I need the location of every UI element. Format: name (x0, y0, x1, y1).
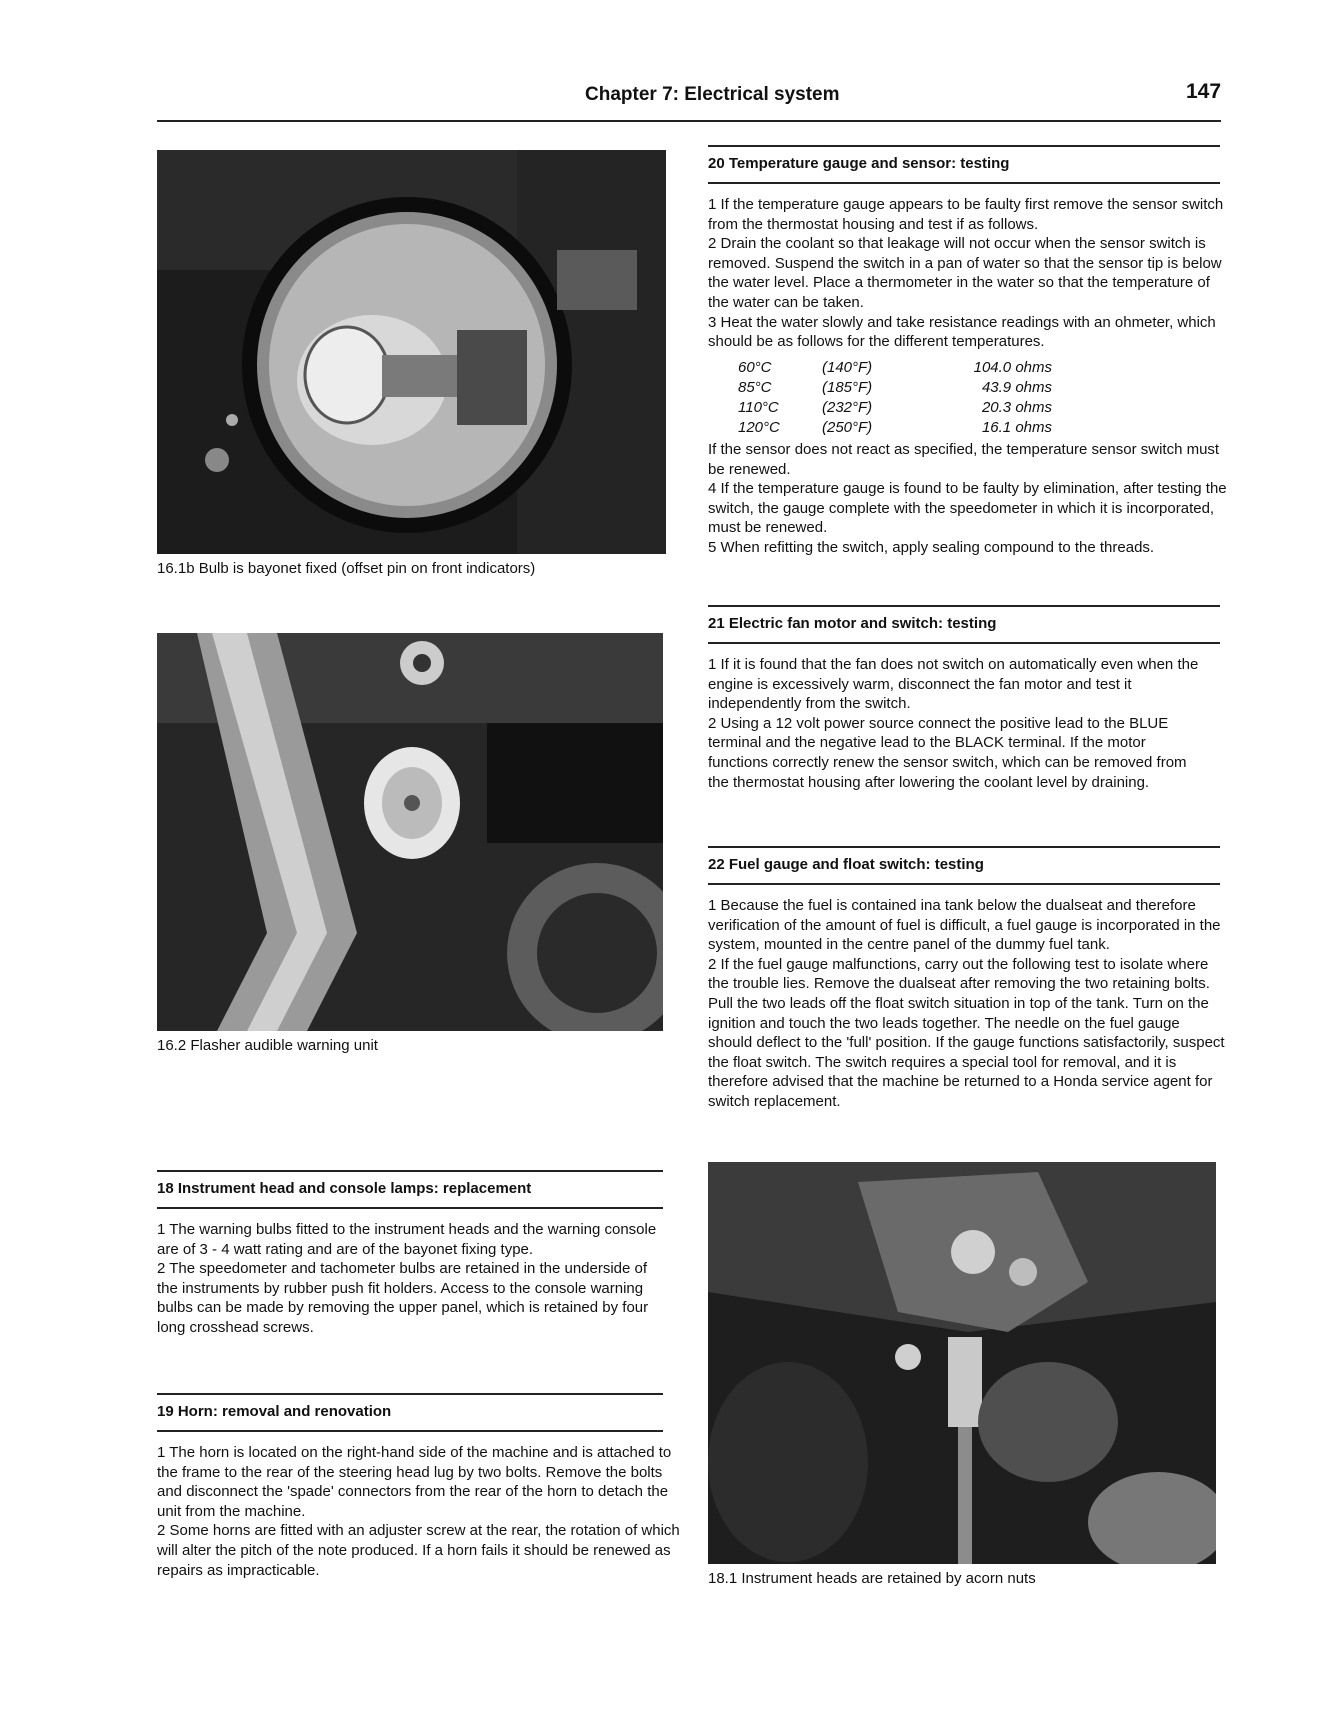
section-20-para-3: 3 Heat the water slowly and take resistance readings with an ohmeter, which should be as follows for the different temperatures. (708, 313, 1216, 351)
temp-celsius: 60°C (738, 359, 772, 376)
section-19-top-rule (157, 1393, 663, 1395)
caption-18-1: 18.1 Instrument heads are retained by acorn nuts (708, 1570, 1036, 1587)
table-row (738, 398, 1052, 418)
section-20-body-after (708, 440, 1228, 558)
section-21-title: 21 Electric fan motor and switch: testing (708, 615, 997, 632)
section-22-para-2: 2 If the fuel gauge malfunctions, carry out the following test to isolate where the trouble lies. Remove the dualseat after removing the two retaining bolts. Pull the two leads off the float switch situation in top of the tank. Turn on the ignition and touch the two leads together. The needle on the fuel gauge should deflect to the 'full' position. If the gauge functions satisfactorily, suspect the float switch. The switch requires a special tool for removal, and it is therefore advised that the machine be returned to a Honda service agent for switch replacement. (708, 955, 1225, 1110)
section-21-top-rule (708, 605, 1220, 607)
section-21-bottom-rule (708, 642, 1220, 644)
section-21-para-2: 2 Using a 12 volt power source connect the positive lead to the BLUE terminal and the negative lead to the BLACK terminal. If the motor functions correctly renew the sensor switch, which can be removed from the thermostat housing after lowering the coolant level by draining. (708, 714, 1187, 791)
section-19-bottom-rule (157, 1430, 663, 1432)
temp-celsius: 120°C (738, 419, 780, 436)
resistance-ohms: 104.0 ohms (973, 359, 1052, 376)
photo-bulb-bayonet (157, 150, 666, 554)
temp-fahrenheit: (140°F) (822, 359, 873, 376)
section-19-title: 19 Horn: removal and renovation (157, 1403, 392, 1420)
section-19-body (157, 1443, 687, 1580)
caption-16-1b: 16.1b Bulb is bayonet fixed (offset pin on front indicators) (157, 560, 536, 577)
photo-instrument-heads (708, 1162, 1216, 1564)
resistance-ohms: 43.9 ohms (981, 379, 1052, 396)
section-20-bottom-rule (708, 182, 1220, 184)
section-19-para-2: 2 Some horns are fitted with an adjuster screw at the rear, the rotation of which will alter the pitch of the note produced. If a horn fails it should be renewed as repairs as impracticable. (157, 1522, 680, 1579)
section-20-para-1: 1 If the temperature gauge appears to be faulty first remove the sensor switch from the thermostat housing and test if as follows. (708, 196, 1224, 233)
page-number: 147 (1186, 80, 1222, 103)
section-20-para-6: 5 When refitting the switch, apply sealing compound to the threads. (708, 538, 1155, 556)
photo-flasher-unit (157, 633, 663, 1031)
section-20-para-5: 4 If the temperature gauge is found to be faulty by elimination, after testing the switch, the gauge complete with the speedometer in which it is incorporated, must be renewed. (708, 480, 1227, 537)
section-18-top-rule (157, 1170, 663, 1172)
section-20-body-before (708, 195, 1228, 352)
section-22-top-rule (708, 846, 1220, 848)
section-20-para-2: 2 Drain the coolant so that leakage will not occur when the sensor switch is removed. Suspend the switch in a pan of water so that the sensor tip is below the water level. Place a thermometer in the water so that the temperature of the water can be taken. (708, 235, 1222, 311)
section-22-bottom-rule (708, 883, 1220, 885)
temp-fahrenheit: (250°F) (822, 419, 873, 436)
temp-celsius: 110°C (738, 399, 779, 416)
section-20-top-rule (708, 145, 1220, 147)
resistance-ohms: 20.3 ohms (981, 399, 1052, 416)
table-row (738, 378, 1052, 398)
temp-fahrenheit: (232°F) (822, 399, 873, 416)
temp-celsius: 85°C (738, 379, 772, 396)
section-18-bottom-rule (157, 1207, 663, 1209)
section-18-body (157, 1220, 657, 1338)
temperature-resistance-table (738, 358, 1052, 438)
section-22-body (708, 896, 1228, 1112)
section-20-para-4: If the sensor does not react as specified, the temperature sensor switch must be renewed. (708, 441, 1220, 478)
section-18-para-1: 1 The warning bulbs fitted to the instrument heads and the warning console are of 3 - 4 watt rating and are of the bayonet fixing type. (157, 1221, 657, 1258)
table-row (738, 358, 1052, 378)
header-rule (157, 120, 1221, 122)
temp-fahrenheit: (185°F) (822, 379, 873, 396)
table-row (738, 418, 1052, 438)
section-18-title: 18 Instrument head and console lamps: replacement (157, 1180, 532, 1197)
caption-16-2: 16.2 Flasher audible warning unit (157, 1037, 378, 1054)
section-21-para-1: 1 If it is found that the fan does not switch on automatically even when the engine is excessively warm, disconnect the fan motor and test it independently from the switch. (708, 656, 1199, 713)
section-21-body (708, 655, 1208, 792)
section-19-para-1: 1 The horn is located on the right-hand side of the machine and is attached to the frame to the rear of the steering head lug by two bolts. Remove the bolts and disconnect the 'spade' connectors from the rear of the horn to detach the unit from the machine. (157, 1444, 672, 1520)
section-22-para-1: 1 Because the fuel is contained ina tank below the dualseat and therefore verification of the amount of fuel is difficult, a fuel gauge is incorporated in the system, mounted in the centre panel of the dummy fuel tank. (708, 897, 1221, 954)
section-20-title: 20 Temperature gauge and sensor: testing (708, 155, 1010, 172)
section-22-title: 22 Fuel gauge and float switch: testing (708, 856, 984, 873)
resistance-ohms: 16.1 ohms (981, 419, 1052, 436)
section-18-para-2: 2 The speedometer and tachometer bulbs are retained in the underside of the instruments by rubber push fit holders. Access to the console warning bulbs can be made by removing the upper panel, which is retained by four long crosshead screws. (157, 1260, 649, 1336)
chapter-title: Chapter 7: Electrical system (585, 84, 840, 105)
